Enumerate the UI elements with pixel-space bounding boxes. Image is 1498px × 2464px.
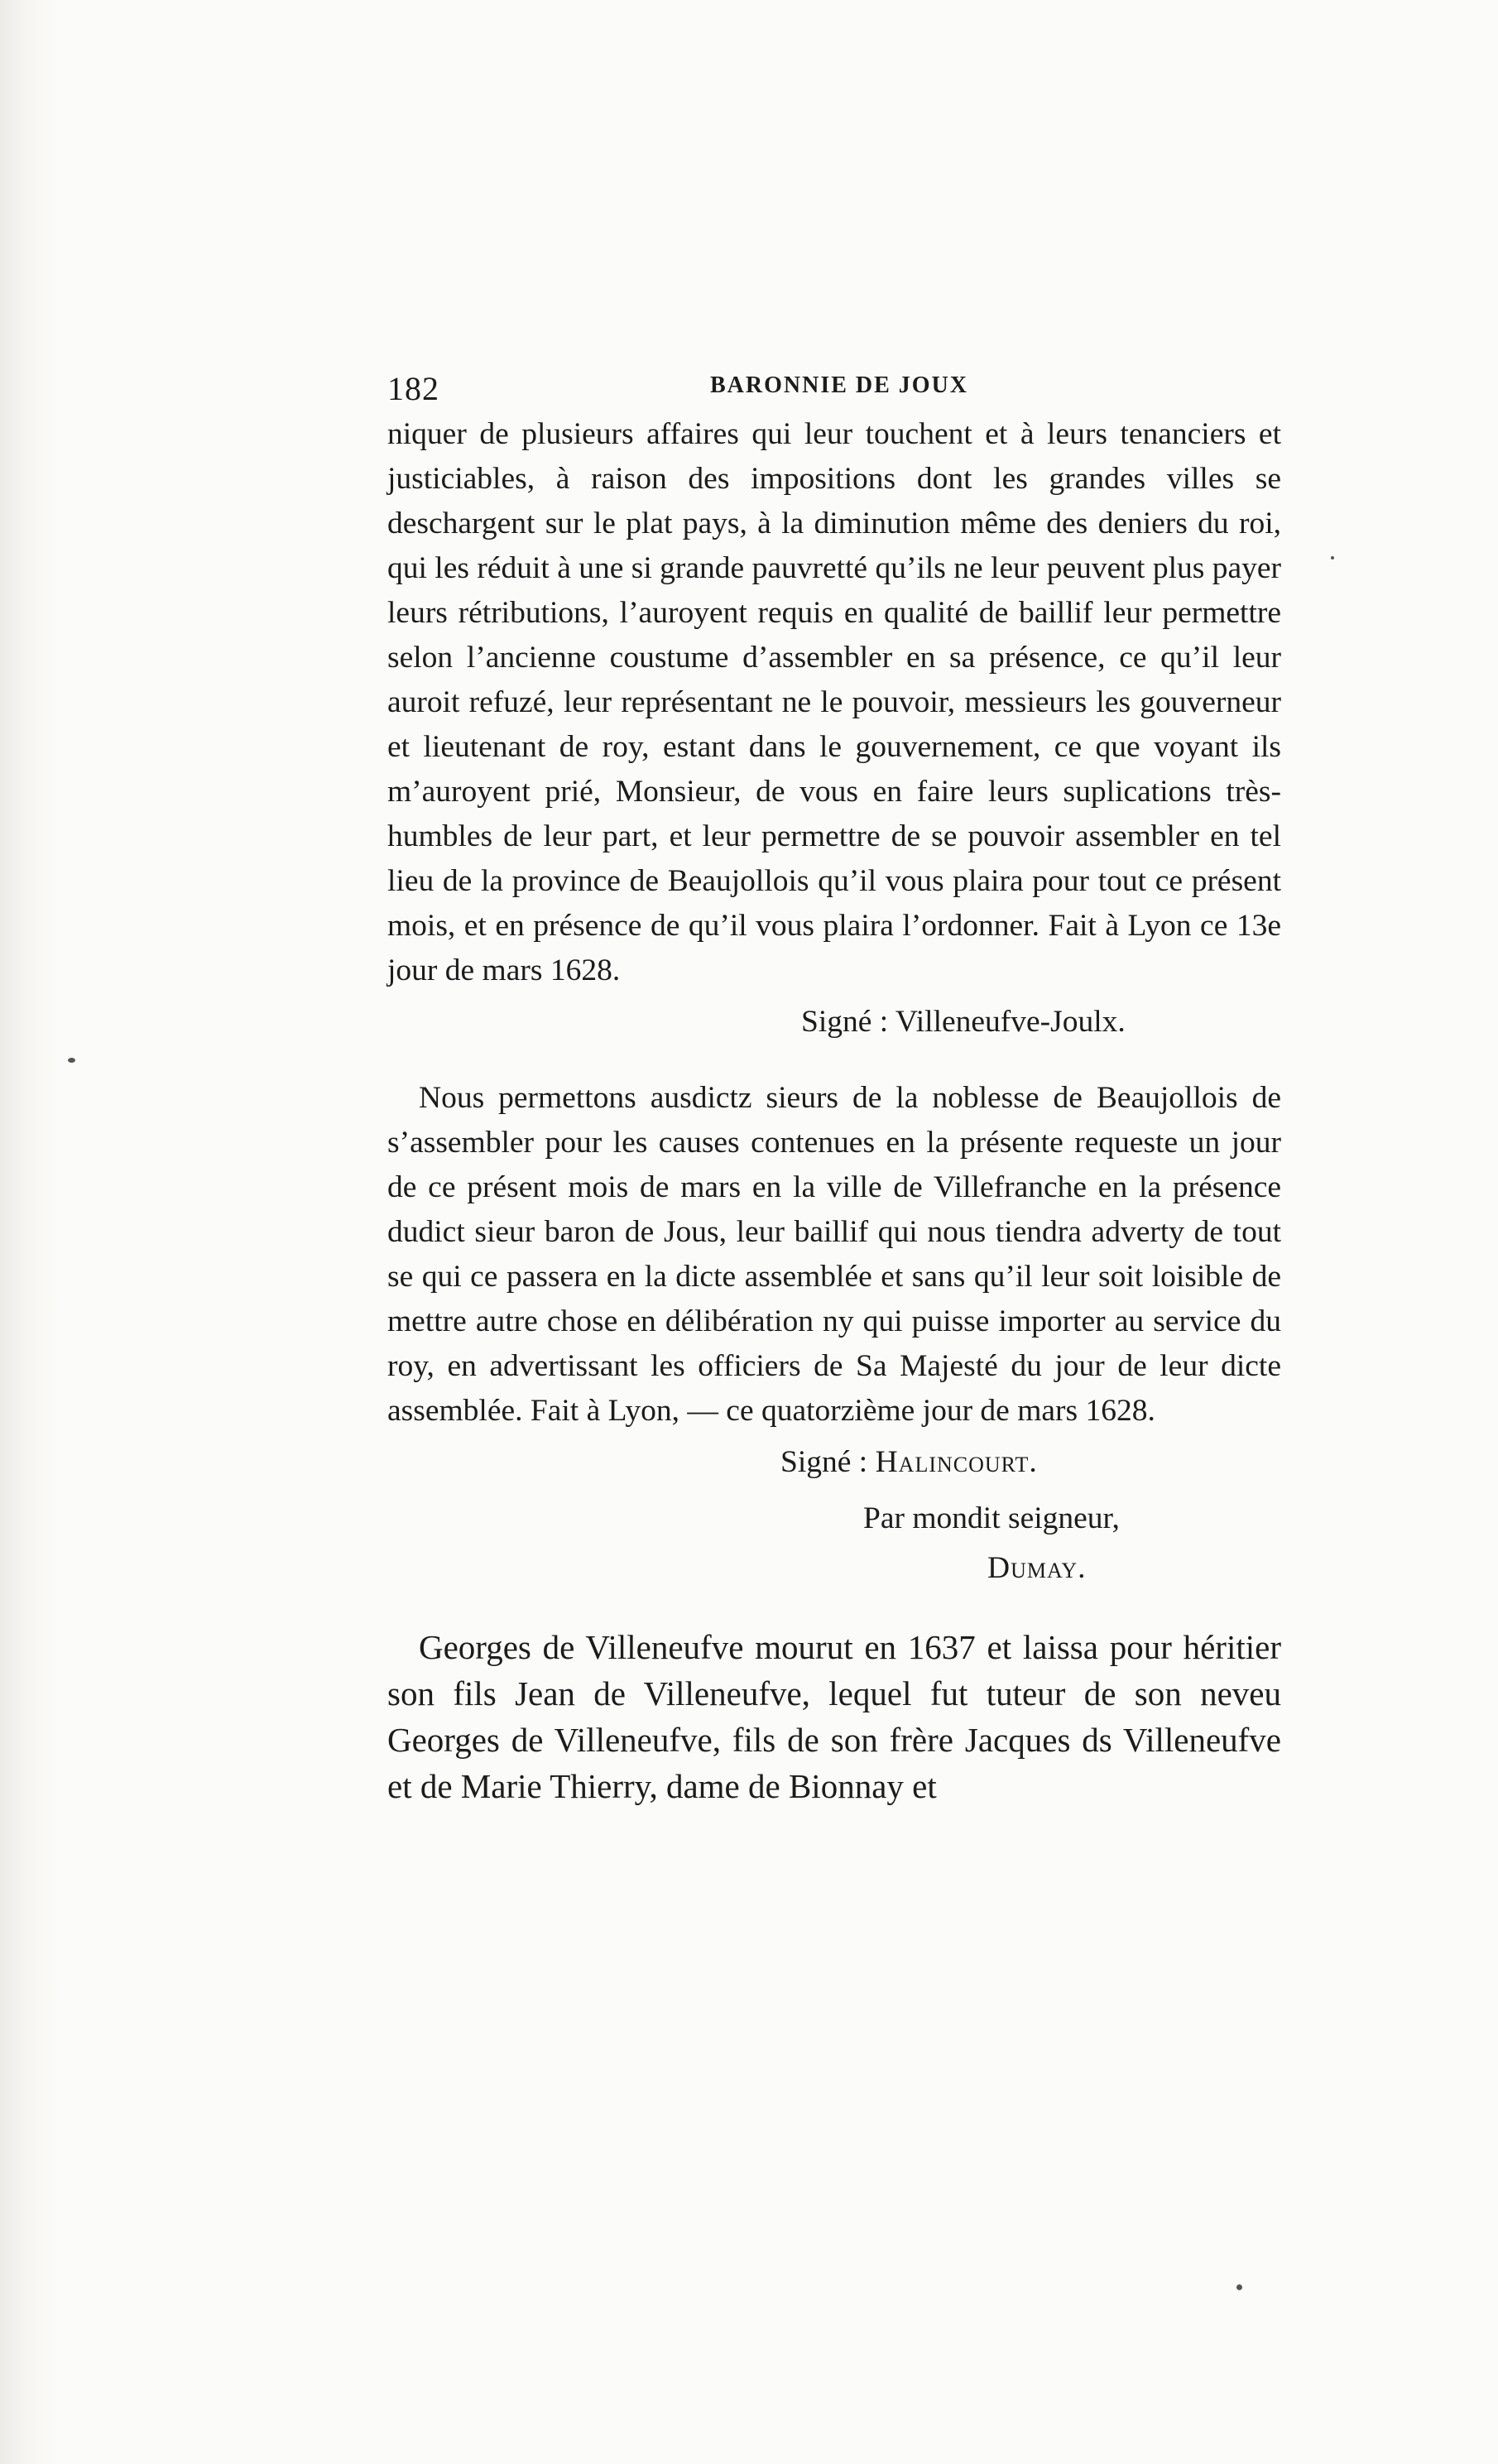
book-page [387,364,1281,1809]
running-head [387,364,1281,412]
spacer [387,1045,1281,1076]
page-number: 182 [387,370,439,407]
running-title: BARONNIE DE JOUX [710,372,969,398]
paragraph-request: niquer de plusieurs affaires qui leur touchent et à leurs tenanciers et justiciables, à raison des impositions dont les grandes villes se deschargent sur le plat pays, à la diminution même des deniers du roi, qui les réduit à une si grande pauvretté qu’ils ne leur peuvent plus payer leurs rétributions, l’auroyent requis en qualité de baillif leur permettre selon l’ancienne coustume d’assembler en sa présence, ce qu’il leur auroit refuzé, leur représentant ne le pouvoir, messieurs les gouverneur et lieutenant de roy, estant dans le gouvernement, ce que voyant ils m’auroyent prié, Monsieur, de vous en faire leurs suplications très-humbles de leur part, et leur permettre de se pouvoir assembler en tel lieu de la province de Beaujollois qu’il vous plaira pour tout ce présent mois, et en présence de qu’il vous plaira l’ordonner. Fait à Lyon ce 13e jour de mars 1628. [387,417,1281,987]
ink-speck [68,1058,75,1063]
signature-line: Par mondit seigneur, [863,1501,1120,1535]
spacer [387,1591,1281,1624]
ink-speck [1331,556,1334,560]
scan-margin-shadow [0,0,58,2464]
paragraph-narrative: Georges de Villeneufve mourut en 1637 et laissa pour héritier son fils Jean de Villeneufve, lequel fut tuteur de son neveu Georges de Villeneufve, fils de son frère Jacques ds Villeneufve et de Marie Thierry, dame de Bionnay et [387,1628,1281,1805]
signature-name: Halincourt. [875,1445,1038,1479]
signature-prefix: Signé : [780,1445,876,1479]
ink-speck [1236,2284,1242,2290]
paragraph-permission: Nous permettons ausdictz sieurs de la noblesse de Beaujollois de s’assembler pour les causes contenues en la présente requeste un jour de ce présent mois de mars en la ville de Villefranche en la présence dudict sieur baron de Jous, leur baillif qui nous tiendra adverty de tout se qui ce passera en la dicte assemblée et sans qu’il leur soit loisible de mettre autre chose en délibération ny qui puisse importer au service du roy, en advertissant les officiers de Sa Majesté du jour de leur dicte assemblée. Fait à Lyon, — ce quatorzième jour de mars 1628. [387,1081,1281,1428]
signature-villeneufve: Signé : Villeneufve-Joulx. [801,1005,1126,1039]
signature-halincourt [387,1440,1281,1485]
signature-dumay: Dumay. [987,1551,1087,1585]
